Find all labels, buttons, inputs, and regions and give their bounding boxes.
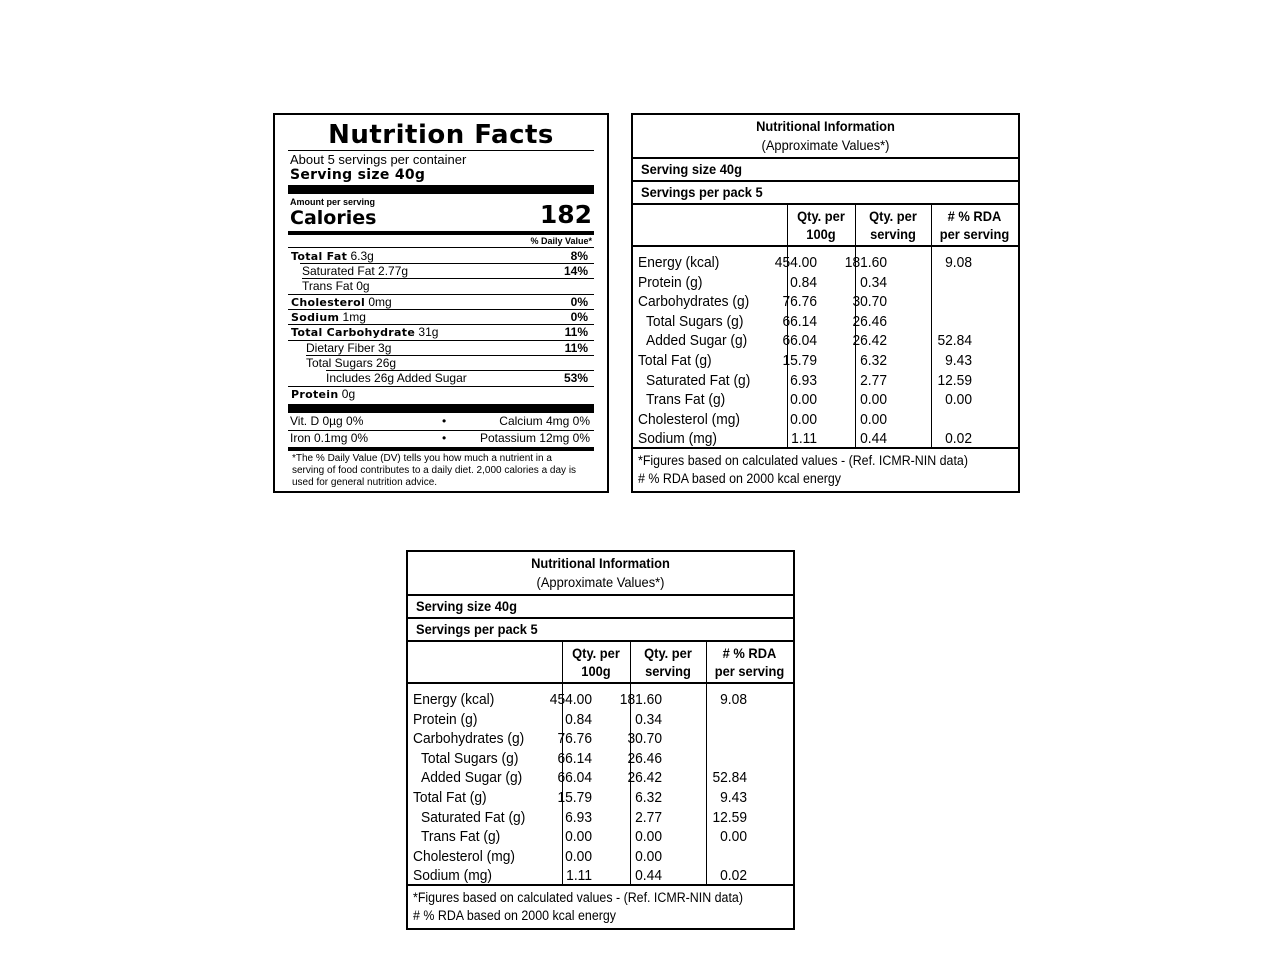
column-header-line1: Qty. per bbox=[869, 208, 917, 224]
qty-per-100g: 66.14 bbox=[782, 312, 817, 330]
nutrient-name: Saturated Fat (g) bbox=[421, 808, 526, 826]
nutrient-daily-value: 14% bbox=[563, 264, 588, 278]
rda-per-serving: 9.08 bbox=[720, 691, 747, 708]
qty-per-100g: 1.11 bbox=[791, 430, 817, 448]
qty-per-serving: 30.70 bbox=[852, 293, 887, 311]
column-header-line1: # % RDA bbox=[947, 208, 1002, 224]
divider bbox=[633, 245, 1018, 247]
qty-per-100g: 454.00 bbox=[549, 691, 592, 708]
rda-per-serving: 52.84 bbox=[937, 332, 972, 350]
thick-divider bbox=[288, 404, 594, 413]
nutritional-information-label bbox=[406, 550, 795, 930]
nutrient-name: Total Fat (g) bbox=[638, 352, 712, 369]
nutrient-name: Saturated Fat (g) bbox=[646, 371, 751, 389]
nutrient-amount: 0mg bbox=[365, 295, 392, 309]
qty-per-serving: 2.77 bbox=[860, 371, 887, 389]
nutrient-name: Cholesterol (mg) bbox=[413, 847, 516, 865]
rda-per-serving: 52.84 bbox=[712, 769, 747, 787]
qty-per-serving: 26.46 bbox=[852, 312, 887, 330]
rda-per-serving: 0.00 bbox=[945, 391, 972, 409]
column-header bbox=[790, 207, 853, 243]
qty-per-serving: 181.60 bbox=[844, 254, 887, 271]
nutrient-row bbox=[288, 295, 594, 310]
qty-per-serving: 181.60 bbox=[619, 691, 662, 708]
nutrient-label bbox=[306, 356, 396, 371]
qty-per-serving: 0.00 bbox=[635, 847, 662, 865]
nutrient-label bbox=[326, 371, 467, 386]
nutrient-daily-value: 8% bbox=[570, 249, 588, 263]
calories-label: Calories bbox=[290, 207, 377, 229]
nutrient-row bbox=[288, 249, 594, 264]
nutrient-name: Sodium (mg) bbox=[638, 430, 717, 448]
column-header bbox=[709, 644, 789, 680]
divider bbox=[408, 617, 793, 619]
nutrient-name: Protein bbox=[291, 388, 339, 401]
rda-per-serving: 0.02 bbox=[945, 430, 972, 448]
divider bbox=[408, 884, 793, 886]
nutrient-name: Total Sugars bbox=[306, 356, 373, 370]
nutrient-label bbox=[291, 310, 366, 325]
column-header-line2: per serving bbox=[714, 663, 785, 679]
daily-value-footnote: *The % Daily Value (DV) tells you how much a nutrient in a serving of food contributes to a daily diet. 2,000 calories a day is used for general nutrition advice. bbox=[292, 453, 577, 488]
qty-per-serving: 26.42 bbox=[627, 769, 662, 787]
rda-per-serving: 12.59 bbox=[937, 371, 972, 389]
nutrient-label bbox=[291, 387, 355, 402]
qty-per-100g: 66.04 bbox=[782, 332, 817, 350]
nutrient-name: Total Sugars (g) bbox=[646, 312, 744, 330]
rda-per-serving: 0.02 bbox=[720, 867, 747, 885]
qty-per-serving: 2.77 bbox=[635, 808, 662, 826]
nutrient-name: Added Sugar (g) bbox=[646, 332, 748, 350]
nutrient-name: Saturated Fat bbox=[302, 264, 375, 278]
qty-per-100g: 15.79 bbox=[557, 789, 592, 806]
divider bbox=[633, 447, 1018, 449]
column-divider bbox=[931, 204, 932, 447]
qty-per-100g: 1.11 bbox=[566, 867, 592, 885]
qty-per-100g: 0.84 bbox=[790, 273, 817, 291]
nutrient-daily-value: 11% bbox=[564, 325, 588, 339]
nutrient-daily-value: 53% bbox=[563, 371, 588, 385]
qty-per-100g: 66.04 bbox=[557, 769, 592, 787]
info-title: Nutritional Information bbox=[756, 118, 895, 134]
column-header bbox=[858, 207, 928, 243]
nutrient-row bbox=[288, 264, 594, 279]
nutrient-amount: 0g bbox=[338, 387, 356, 401]
qty-per-serving: 0.00 bbox=[860, 391, 887, 409]
nutrition-facts-content bbox=[288, 115, 594, 491]
qty-per-100g: 454.00 bbox=[774, 254, 817, 271]
column-header-line1: Qty. per bbox=[797, 208, 845, 224]
info-subtitle: (Approximate Values*) bbox=[761, 137, 890, 153]
bullet: • bbox=[442, 431, 447, 445]
qty-per-serving: 0.44 bbox=[635, 867, 662, 885]
nutrient-name: Total Fat (g) bbox=[413, 789, 487, 806]
nutrient-row bbox=[288, 341, 594, 356]
qty-per-100g: 6.93 bbox=[790, 371, 817, 389]
nutrient-daily-value: 0% bbox=[570, 310, 588, 324]
nutrient-amount: 6.3g bbox=[347, 249, 374, 263]
footnote: *Figures based on calculated values - (Ref. ICMR-NIN data) bbox=[638, 453, 968, 468]
nutrient-name: Cholesterol (mg) bbox=[638, 410, 741, 428]
nutrient-name: Sodium (mg) bbox=[413, 867, 492, 885]
thick-divider bbox=[288, 185, 594, 194]
nutrient-row bbox=[288, 279, 594, 294]
info-subtitle: (Approximate Values*) bbox=[536, 574, 665, 590]
column-header-line2: per serving bbox=[939, 226, 1010, 242]
nutrient-label bbox=[291, 295, 392, 310]
divider bbox=[408, 682, 793, 684]
nutrient-name: Trans Fat bbox=[302, 279, 353, 293]
footnote: # % RDA based on 2000 kcal energy bbox=[638, 471, 841, 486]
nutrient-name: Total Carbohydrate bbox=[291, 326, 416, 339]
daily-value-header: % Daily Value* bbox=[530, 236, 592, 246]
column-header bbox=[633, 644, 703, 680]
nutrient-row bbox=[288, 387, 594, 402]
nutrient-amount: 0g bbox=[352, 279, 370, 293]
qty-per-100g: 0.00 bbox=[565, 828, 592, 846]
servings-per-pack: Servings per pack 5 bbox=[641, 184, 763, 200]
column-header-line2: 100g bbox=[806, 226, 836, 242]
rda-per-serving: 0.00 bbox=[720, 828, 747, 846]
nutrient-name: Cholesterol bbox=[291, 296, 366, 309]
nutrient-daily-value: 11% bbox=[564, 341, 588, 355]
qty-per-100g: 76.76 bbox=[557, 730, 592, 748]
nutrient-daily-value: 0% bbox=[570, 295, 588, 309]
qty-per-100g: 66.14 bbox=[557, 749, 592, 767]
qty-per-100g: 0.00 bbox=[790, 391, 817, 409]
nutrient-name: Energy (kcal) bbox=[413, 691, 495, 708]
vitamin-row bbox=[290, 413, 590, 429]
divider bbox=[633, 180, 1018, 182]
nutrient-name: Protein (g) bbox=[413, 710, 478, 728]
qty-per-serving: 6.32 bbox=[635, 789, 662, 806]
vitamin-right: Calcium 4mg 0% bbox=[499, 414, 590, 428]
nutrient-name: Trans Fat (g) bbox=[646, 391, 726, 409]
nutrient-name: Total Sugars (g) bbox=[421, 749, 519, 767]
column-header-line1: # % RDA bbox=[722, 645, 777, 661]
nutrient-row bbox=[288, 325, 594, 340]
nutrient-amount: 26g bbox=[372, 356, 397, 370]
medium-divider bbox=[288, 447, 594, 451]
nutrient-amount: 3g bbox=[374, 341, 392, 355]
nutrient-name: Trans Fat (g) bbox=[421, 828, 501, 846]
qty-per-100g: 0.00 bbox=[790, 410, 817, 428]
nutrient-name: Includes 26g Added Sugar bbox=[326, 371, 467, 385]
nutrient-amount: 1mg bbox=[339, 310, 366, 324]
qty-per-100g: 0.00 bbox=[565, 847, 592, 865]
rda-per-serving: 9.43 bbox=[945, 352, 972, 369]
qty-per-100g: 76.76 bbox=[782, 293, 817, 311]
qty-per-serving: 0.34 bbox=[635, 710, 662, 728]
serving-size: Serving size 40g bbox=[641, 161, 742, 177]
nutrient-label bbox=[291, 249, 374, 264]
nutrient-name: Carbohydrates (g) bbox=[413, 730, 525, 748]
nutrient-label bbox=[306, 341, 391, 356]
nutrient-label bbox=[302, 264, 408, 279]
nutrient-label bbox=[302, 279, 370, 294]
nutrient-row bbox=[288, 371, 594, 386]
vitamin-right: Potassium 12mg 0% bbox=[479, 431, 590, 445]
column-header-line2: 100g bbox=[581, 663, 611, 679]
serving-size: Serving size 40g bbox=[290, 167, 426, 183]
divider bbox=[288, 247, 594, 248]
rda-per-serving: 9.08 bbox=[945, 254, 972, 271]
qty-per-serving: 0.34 bbox=[860, 273, 887, 291]
divider bbox=[633, 157, 1018, 159]
calories-value: 182 bbox=[539, 200, 592, 229]
footnote: # % RDA based on 2000 kcal energy bbox=[413, 908, 616, 923]
qty-per-serving: 0.00 bbox=[635, 828, 662, 846]
qty-per-serving: 0.44 bbox=[860, 430, 887, 448]
nutritional-information-label bbox=[631, 113, 1020, 493]
divider bbox=[408, 594, 793, 596]
servings-per-container: About 5 servings per container bbox=[290, 152, 467, 167]
nutrient-name: Carbohydrates (g) bbox=[638, 293, 750, 311]
column-header-line1: Qty. per bbox=[644, 645, 692, 661]
rda-per-serving: 12.59 bbox=[712, 808, 747, 826]
column-header-line1: Qty. per bbox=[572, 645, 620, 661]
serving-size: Serving size 40g bbox=[416, 598, 517, 614]
nutrient-name: Sodium bbox=[291, 311, 340, 324]
footnote: *Figures based on calculated values - (Ref. ICMR-NIN data) bbox=[413, 890, 743, 905]
nutrient-amount: 31g bbox=[415, 325, 439, 339]
nutrient-name: Total Fat bbox=[291, 250, 348, 263]
nutrient-row bbox=[288, 356, 594, 371]
nutrient-name: Protein (g) bbox=[638, 273, 703, 291]
medium-divider bbox=[288, 231, 594, 235]
vitamin-row bbox=[290, 430, 590, 446]
nutrient-label bbox=[291, 325, 438, 340]
column-header-line2: serving bbox=[870, 226, 916, 242]
nutrition-facts-label bbox=[273, 113, 609, 493]
qty-per-serving: 0.00 bbox=[860, 410, 887, 428]
qty-per-serving: 26.46 bbox=[627, 749, 662, 767]
column-divider bbox=[706, 641, 707, 884]
vitamin-left: Iron 0.1mg 0% bbox=[290, 431, 369, 445]
nutrient-name: Energy (kcal) bbox=[638, 254, 720, 271]
qty-per-serving: 26.42 bbox=[852, 332, 887, 350]
column-header bbox=[565, 644, 628, 680]
bullet: • bbox=[442, 414, 447, 428]
divider bbox=[633, 203, 1018, 205]
qty-per-100g: 6.93 bbox=[565, 808, 592, 826]
qty-per-100g: 0.84 bbox=[565, 710, 592, 728]
qty-per-serving: 6.32 bbox=[860, 352, 887, 369]
column-header bbox=[934, 207, 1014, 243]
nutrient-row bbox=[288, 310, 594, 325]
divider bbox=[288, 150, 594, 151]
nutrient-amount: 2.77g bbox=[374, 264, 409, 278]
servings-per-pack: Servings per pack 5 bbox=[416, 621, 538, 637]
nutrient-name: Dietary Fiber bbox=[306, 341, 375, 355]
info-title: Nutritional Information bbox=[531, 555, 670, 571]
column-header-line2: serving bbox=[645, 663, 691, 679]
rda-per-serving: 9.43 bbox=[720, 789, 747, 806]
qty-per-serving: 30.70 bbox=[627, 730, 662, 748]
amount-per-serving: Amount per serving bbox=[290, 197, 376, 207]
nutrient-name: Added Sugar (g) bbox=[421, 769, 523, 787]
nutrition-facts-title: Nutrition Facts bbox=[328, 120, 554, 150]
divider bbox=[408, 640, 793, 642]
qty-per-100g: 15.79 bbox=[782, 352, 817, 369]
vitamin-left: Vit. D 0µg 0% bbox=[290, 414, 364, 428]
